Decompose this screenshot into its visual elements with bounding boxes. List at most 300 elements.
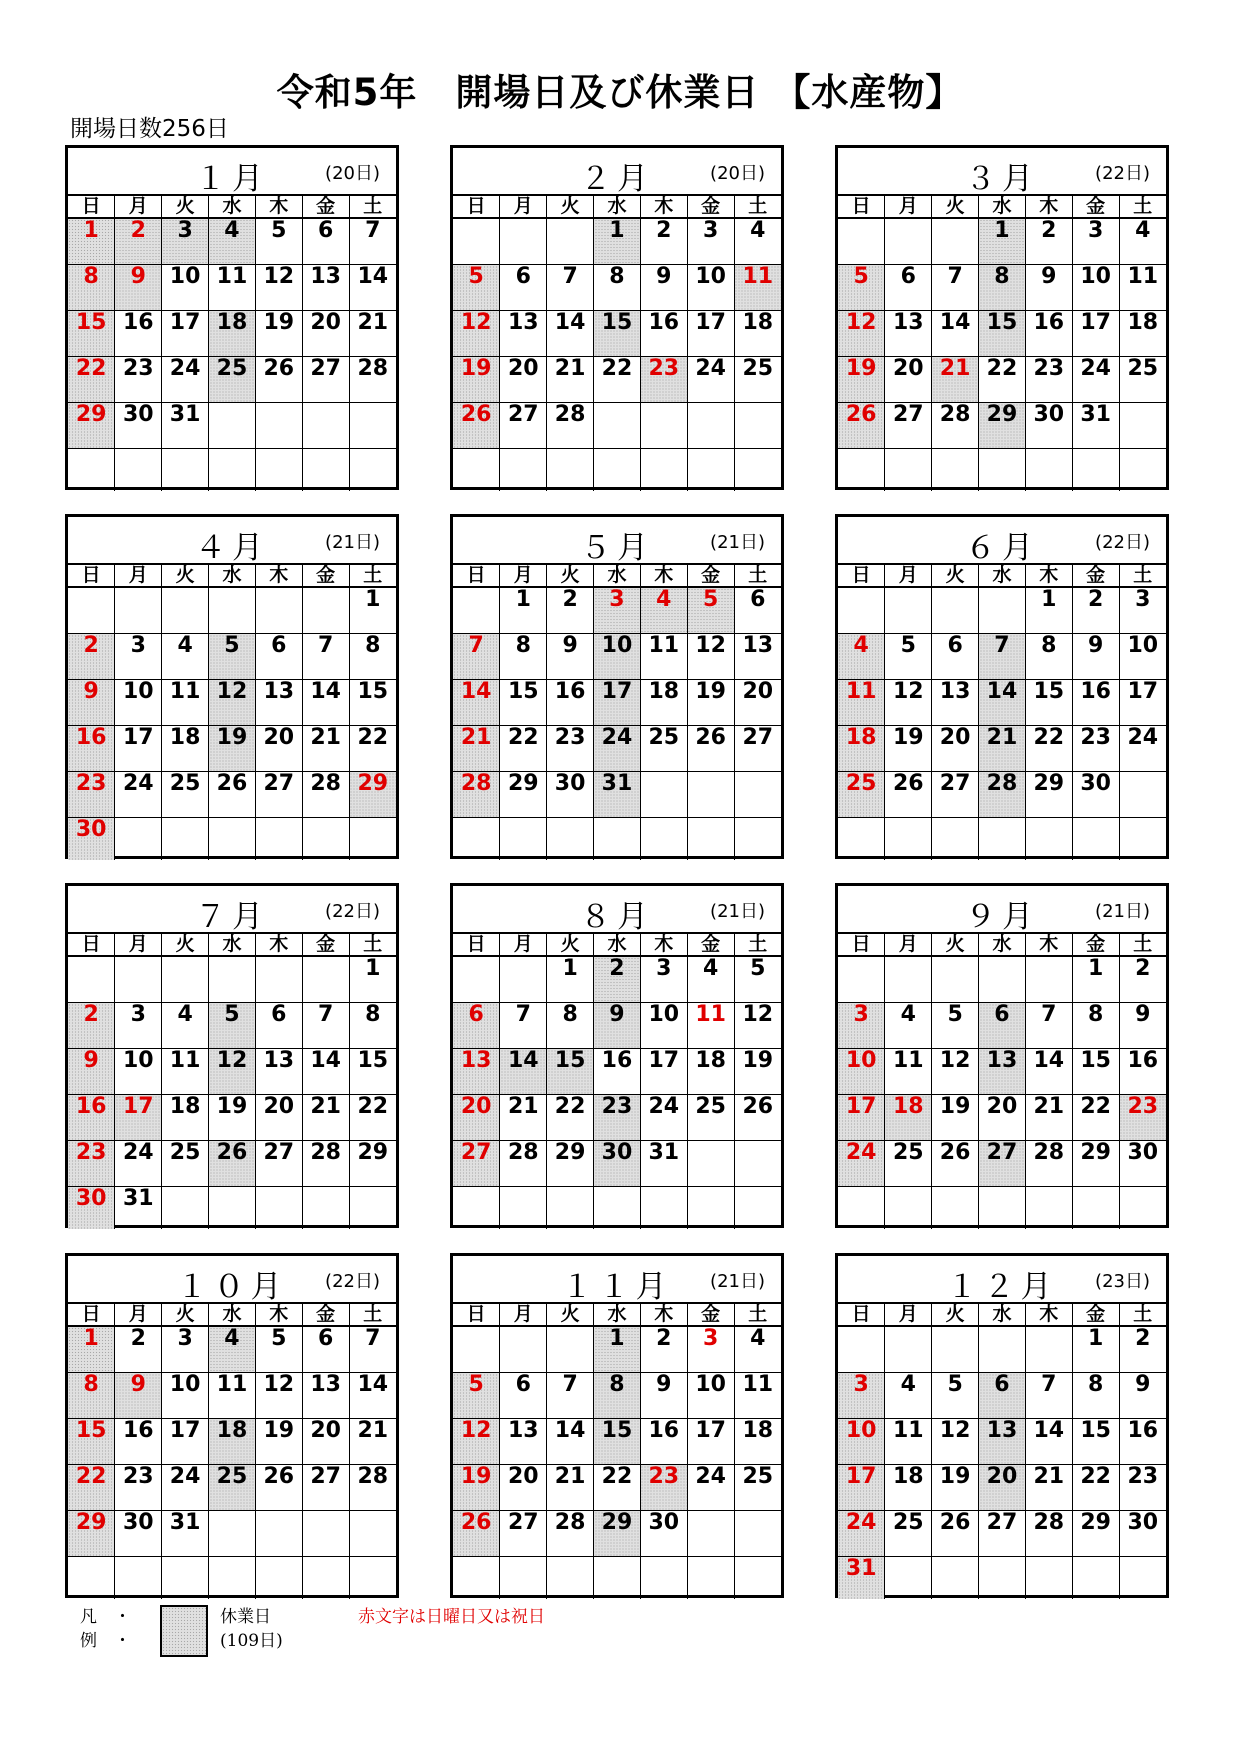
day-cell: 28 (500, 1141, 547, 1187)
weekday-header: 金 (302, 1304, 349, 1326)
weekday-header: 月 (500, 196, 547, 218)
day-cell: 7 (547, 265, 594, 311)
day-cell: 23 (640, 357, 687, 403)
week-row (453, 1511, 781, 1557)
day-cell: 5 (453, 1373, 500, 1419)
day-cell: 1 (1025, 587, 1072, 634)
empty-cell (349, 403, 396, 449)
weekday-header: 木 (640, 1304, 687, 1326)
day-cell: 22 (547, 1095, 594, 1141)
legend-mark-line2: 例 ・ (80, 1631, 131, 1651)
day-cell: 7 (547, 1373, 594, 1419)
day-cell: 20 (979, 1095, 1026, 1141)
day-cell: 4 (734, 218, 781, 265)
weekday-header: 木 (255, 196, 302, 218)
day-cell: 18 (209, 1419, 256, 1465)
week-row (838, 956, 1166, 1003)
month-day-grid (838, 565, 1166, 860)
day-cell: 24 (115, 1141, 162, 1187)
week-row (68, 1095, 396, 1141)
day-cell: 10 (640, 1003, 687, 1049)
day-cell: 4 (687, 956, 734, 1003)
month-name: ５月 (580, 530, 654, 566)
month-open-count: (20日) (325, 163, 380, 184)
day-cell: 30 (68, 818, 115, 861)
day-cell: 6 (302, 1326, 349, 1373)
day-cell: 13 (979, 1049, 1026, 1095)
weekday-header: 土 (1119, 196, 1166, 218)
empty-cell (838, 956, 885, 1003)
empty-cell (734, 818, 781, 861)
empty-cell (640, 403, 687, 449)
empty-cell (885, 956, 932, 1003)
day-cell: 21 (349, 311, 396, 357)
weekday-header: 木 (255, 934, 302, 956)
empty-cell (209, 403, 256, 449)
day-cell: 7 (453, 634, 500, 680)
empty-cell (349, 818, 396, 861)
weekday-header: 火 (547, 1304, 594, 1326)
week-row (838, 587, 1166, 634)
week-row (68, 1373, 396, 1419)
week-row (838, 403, 1166, 449)
weekday-header: 日 (68, 565, 115, 587)
empty-cell (594, 403, 641, 449)
day-cell: 18 (209, 311, 256, 357)
day-cell: 4 (209, 218, 256, 265)
day-cell: 10 (162, 1373, 209, 1419)
week-row (68, 265, 396, 311)
day-cell: 27 (500, 1511, 547, 1557)
day-cell: 31 (162, 1511, 209, 1557)
week-row (838, 818, 1166, 861)
empty-cell (500, 1557, 547, 1600)
day-cell: 30 (1025, 403, 1072, 449)
empty-cell (115, 956, 162, 1003)
empty-cell (1119, 403, 1166, 449)
day-cell: 6 (500, 265, 547, 311)
empty-cell (453, 1187, 500, 1230)
week-row (838, 680, 1166, 726)
weekday-header: 水 (594, 934, 641, 956)
empty-cell (687, 1511, 734, 1557)
day-cell: 18 (162, 726, 209, 772)
month-calendar (450, 145, 784, 490)
day-cell: 17 (115, 726, 162, 772)
day-cell: 9 (1119, 1373, 1166, 1419)
empty-cell (302, 449, 349, 492)
weekday-header: 土 (1119, 1304, 1166, 1326)
day-cell: 31 (640, 1141, 687, 1187)
day-cell: 19 (453, 357, 500, 403)
week-row (68, 311, 396, 357)
empty-cell (255, 1557, 302, 1600)
day-cell: 26 (453, 403, 500, 449)
day-cell: 1 (349, 956, 396, 1003)
weekday-header: 月 (885, 565, 932, 587)
weekday-header: 日 (453, 934, 500, 956)
day-cell: 5 (255, 218, 302, 265)
day-cell: 21 (302, 726, 349, 772)
weekday-header: 日 (838, 196, 885, 218)
month-name: ３月 (965, 161, 1039, 197)
day-cell: 21 (932, 357, 979, 403)
weekday-header: 火 (932, 196, 979, 218)
month-day-grid (68, 565, 396, 860)
day-cell: 21 (349, 1419, 396, 1465)
week-row (68, 956, 396, 1003)
day-cell: 13 (979, 1419, 1026, 1465)
day-cell: 9 (115, 265, 162, 311)
empty-cell (687, 1557, 734, 1600)
day-cell: 28 (932, 403, 979, 449)
week-row (838, 1141, 1166, 1187)
day-cell: 27 (302, 1465, 349, 1511)
legend-mark (80, 1605, 131, 1653)
empty-cell (1119, 449, 1166, 492)
week-row (68, 449, 396, 492)
day-cell: 8 (1072, 1373, 1119, 1419)
weekday-header: 金 (687, 1304, 734, 1326)
day-cell: 23 (115, 1465, 162, 1511)
weekday-header: 火 (547, 934, 594, 956)
empty-cell (349, 1557, 396, 1600)
day-cell: 9 (640, 1373, 687, 1419)
day-cell: 6 (255, 1003, 302, 1049)
day-cell: 14 (1025, 1049, 1072, 1095)
day-cell: 27 (453, 1141, 500, 1187)
weekday-header: 月 (500, 934, 547, 956)
day-cell: 12 (687, 634, 734, 680)
day-cell: 2 (1119, 956, 1166, 1003)
day-cell: 24 (115, 772, 162, 818)
weekday-header: 日 (453, 196, 500, 218)
day-cell: 8 (68, 265, 115, 311)
month-name: ９月 (965, 899, 1039, 935)
weekday-header: 金 (1072, 196, 1119, 218)
month-name: １２月 (946, 1269, 1058, 1305)
empty-cell (1025, 1326, 1072, 1373)
day-cell: 8 (349, 634, 396, 680)
week-row (838, 357, 1166, 403)
day-cell: 21 (979, 726, 1026, 772)
weekday-header: 土 (734, 934, 781, 956)
empty-cell (547, 818, 594, 861)
day-cell: 23 (594, 1095, 641, 1141)
empty-cell (1072, 449, 1119, 492)
empty-cell (302, 1557, 349, 1600)
day-cell: 7 (349, 218, 396, 265)
weekday-header: 木 (255, 565, 302, 587)
day-cell: 5 (687, 587, 734, 634)
day-cell: 31 (594, 772, 641, 818)
day-cell: 19 (885, 726, 932, 772)
day-cell: 1 (500, 587, 547, 634)
month-open-count: (23日) (1095, 1271, 1150, 1292)
empty-cell (687, 449, 734, 492)
empty-cell (547, 1557, 594, 1600)
day-cell: 11 (640, 634, 687, 680)
day-cell: 10 (838, 1419, 885, 1465)
day-cell: 10 (594, 634, 641, 680)
empty-cell (885, 1326, 932, 1373)
day-cell: 26 (255, 1465, 302, 1511)
weekday-header: 土 (734, 565, 781, 587)
week-row (453, 1141, 781, 1187)
day-cell: 29 (979, 403, 1026, 449)
month-header (838, 886, 1166, 934)
empty-cell (1119, 1187, 1166, 1230)
day-cell: 21 (500, 1095, 547, 1141)
day-cell: 16 (640, 311, 687, 357)
week-row (68, 726, 396, 772)
empty-cell (453, 1557, 500, 1600)
empty-cell (885, 1187, 932, 1230)
empty-cell (68, 587, 115, 634)
day-cell: 17 (1119, 680, 1166, 726)
day-cell: 12 (453, 1419, 500, 1465)
day-cell: 26 (453, 1511, 500, 1557)
day-cell: 10 (838, 1049, 885, 1095)
day-cell: 18 (687, 1049, 734, 1095)
empty-cell (162, 818, 209, 861)
week-row (838, 1326, 1166, 1373)
empty-cell (500, 218, 547, 265)
empty-cell (932, 1187, 979, 1230)
day-cell: 1 (349, 587, 396, 634)
day-cell: 16 (1025, 311, 1072, 357)
day-cell: 18 (734, 311, 781, 357)
week-row (68, 818, 396, 861)
month-calendar (835, 514, 1169, 859)
month-header (68, 1256, 396, 1304)
weekday-header: 日 (68, 1304, 115, 1326)
weekday-header: 木 (640, 196, 687, 218)
weekday-header: 月 (115, 934, 162, 956)
weekday-header: 金 (302, 196, 349, 218)
weekday-header: 土 (349, 934, 396, 956)
week-row (838, 634, 1166, 680)
day-cell: 24 (594, 726, 641, 772)
empty-cell (1119, 1557, 1166, 1600)
day-cell: 29 (547, 1141, 594, 1187)
day-cell: 3 (162, 1326, 209, 1373)
day-cell: 28 (979, 772, 1026, 818)
day-cell: 27 (500, 403, 547, 449)
day-cell: 28 (1025, 1511, 1072, 1557)
day-cell: 7 (500, 1003, 547, 1049)
day-cell: 7 (979, 634, 1026, 680)
weekday-header: 金 (1072, 1304, 1119, 1326)
day-cell: 24 (838, 1141, 885, 1187)
day-cell: 3 (115, 1003, 162, 1049)
day-cell: 15 (500, 680, 547, 726)
empty-cell (687, 1187, 734, 1230)
week-row (453, 1557, 781, 1600)
day-cell: 21 (547, 1465, 594, 1511)
week-row (68, 218, 396, 265)
day-cell: 15 (68, 311, 115, 357)
empty-cell (687, 772, 734, 818)
day-cell: 17 (162, 1419, 209, 1465)
empty-cell (547, 1326, 594, 1373)
day-cell: 30 (68, 1187, 115, 1230)
empty-cell (979, 956, 1026, 1003)
empty-cell (500, 818, 547, 861)
day-cell: 9 (1072, 634, 1119, 680)
day-cell: 14 (547, 1419, 594, 1465)
empty-cell (255, 1511, 302, 1557)
day-cell: 16 (640, 1419, 687, 1465)
week-row (453, 772, 781, 818)
day-cell: 31 (1072, 403, 1119, 449)
day-cell: 26 (932, 1141, 979, 1187)
day-cell: 13 (453, 1049, 500, 1095)
day-cell: 28 (302, 772, 349, 818)
day-cell: 18 (734, 1419, 781, 1465)
day-cell: 13 (302, 1373, 349, 1419)
legend-mark-line1: 凡 ・ (80, 1607, 131, 1627)
empty-cell (500, 956, 547, 1003)
day-cell: 11 (734, 265, 781, 311)
empty-cell (162, 1187, 209, 1230)
day-cell: 26 (255, 357, 302, 403)
empty-cell (838, 587, 885, 634)
weekday-header: 火 (162, 565, 209, 587)
empty-cell (302, 1187, 349, 1230)
day-cell: 19 (838, 357, 885, 403)
month-open-count: (22日) (1095, 532, 1150, 553)
month-open-count: (20日) (710, 163, 765, 184)
day-cell: 31 (838, 1557, 885, 1600)
day-cell: 18 (162, 1095, 209, 1141)
empty-cell (68, 449, 115, 492)
day-cell: 30 (115, 403, 162, 449)
day-cell: 12 (209, 680, 256, 726)
day-cell: 1 (1072, 1326, 1119, 1373)
day-cell: 11 (209, 265, 256, 311)
empty-cell (302, 587, 349, 634)
day-cell: 7 (1025, 1373, 1072, 1419)
day-cell: 24 (838, 1511, 885, 1557)
day-cell: 11 (885, 1049, 932, 1095)
day-cell: 28 (547, 1511, 594, 1557)
empty-cell (1025, 1187, 1072, 1230)
page-title: 令和5年 開場日及び休業日 【水産物】 (276, 71, 964, 114)
weekday-header: 日 (838, 1304, 885, 1326)
empty-cell (349, 449, 396, 492)
day-cell: 3 (838, 1373, 885, 1419)
day-cell: 4 (1119, 218, 1166, 265)
day-cell: 25 (734, 1465, 781, 1511)
day-cell: 14 (500, 1049, 547, 1095)
day-cell: 16 (68, 726, 115, 772)
day-cell: 22 (500, 726, 547, 772)
month-calendar (835, 883, 1169, 1228)
day-cell: 17 (687, 311, 734, 357)
weekday-header: 水 (209, 1304, 256, 1326)
empty-cell (932, 587, 979, 634)
month-name: ７月 (195, 899, 269, 935)
day-cell: 14 (932, 311, 979, 357)
day-cell: 14 (979, 680, 1026, 726)
day-cell: 20 (453, 1095, 500, 1141)
day-cell: 19 (209, 1095, 256, 1141)
empty-cell (885, 218, 932, 265)
day-cell: 1 (68, 1326, 115, 1373)
weekday-header: 木 (640, 565, 687, 587)
empty-cell (734, 1187, 781, 1230)
day-cell: 2 (115, 218, 162, 265)
day-cell: 29 (1072, 1511, 1119, 1557)
day-cell: 25 (162, 1141, 209, 1187)
empty-cell (687, 1141, 734, 1187)
day-cell: 7 (932, 265, 979, 311)
day-cell: 11 (162, 1049, 209, 1095)
week-row (453, 1049, 781, 1095)
month-day-grid (838, 196, 1166, 491)
day-cell: 31 (162, 403, 209, 449)
day-cell: 2 (1119, 1326, 1166, 1373)
weekday-header: 月 (115, 196, 162, 218)
empty-cell (115, 449, 162, 492)
weekday-header: 月 (115, 565, 162, 587)
weekday-header: 火 (932, 1304, 979, 1326)
weekday-header: 水 (594, 1304, 641, 1326)
day-cell: 3 (1119, 587, 1166, 634)
day-cell: 13 (302, 265, 349, 311)
empty-cell (349, 1187, 396, 1230)
weekday-header: 水 (594, 196, 641, 218)
weekday-header: 金 (302, 565, 349, 587)
empty-cell (932, 1557, 979, 1600)
day-cell: 11 (885, 1419, 932, 1465)
weekday-header: 金 (687, 196, 734, 218)
month-calendar (835, 145, 1169, 490)
day-cell: 17 (115, 1095, 162, 1141)
empty-cell (838, 818, 885, 861)
day-cell: 6 (453, 1003, 500, 1049)
empty-cell (302, 956, 349, 1003)
day-cell: 8 (594, 1373, 641, 1419)
day-cell: 29 (1025, 772, 1072, 818)
day-cell: 12 (885, 680, 932, 726)
day-cell: 25 (838, 772, 885, 818)
day-cell: 5 (209, 634, 256, 680)
day-cell: 11 (162, 680, 209, 726)
day-cell: 26 (687, 726, 734, 772)
empty-cell (1072, 1187, 1119, 1230)
day-cell: 24 (687, 1465, 734, 1511)
day-cell: 21 (302, 1095, 349, 1141)
weekday-header: 月 (115, 1304, 162, 1326)
open-days-count: 開場日数256日 (70, 116, 229, 142)
month-calendar (65, 145, 399, 490)
day-cell: 12 (255, 1373, 302, 1419)
day-cell: 12 (734, 1003, 781, 1049)
closed-day-swatch (160, 1605, 208, 1657)
day-cell: 22 (349, 726, 396, 772)
week-row (453, 587, 781, 634)
empty-cell (500, 449, 547, 492)
month-open-count: (21日) (710, 1271, 765, 1292)
day-cell: 3 (687, 1326, 734, 1373)
day-cell: 6 (979, 1003, 1026, 1049)
empty-cell (932, 956, 979, 1003)
empty-cell (932, 1326, 979, 1373)
day-cell: 5 (838, 265, 885, 311)
day-cell: 1 (979, 218, 1026, 265)
